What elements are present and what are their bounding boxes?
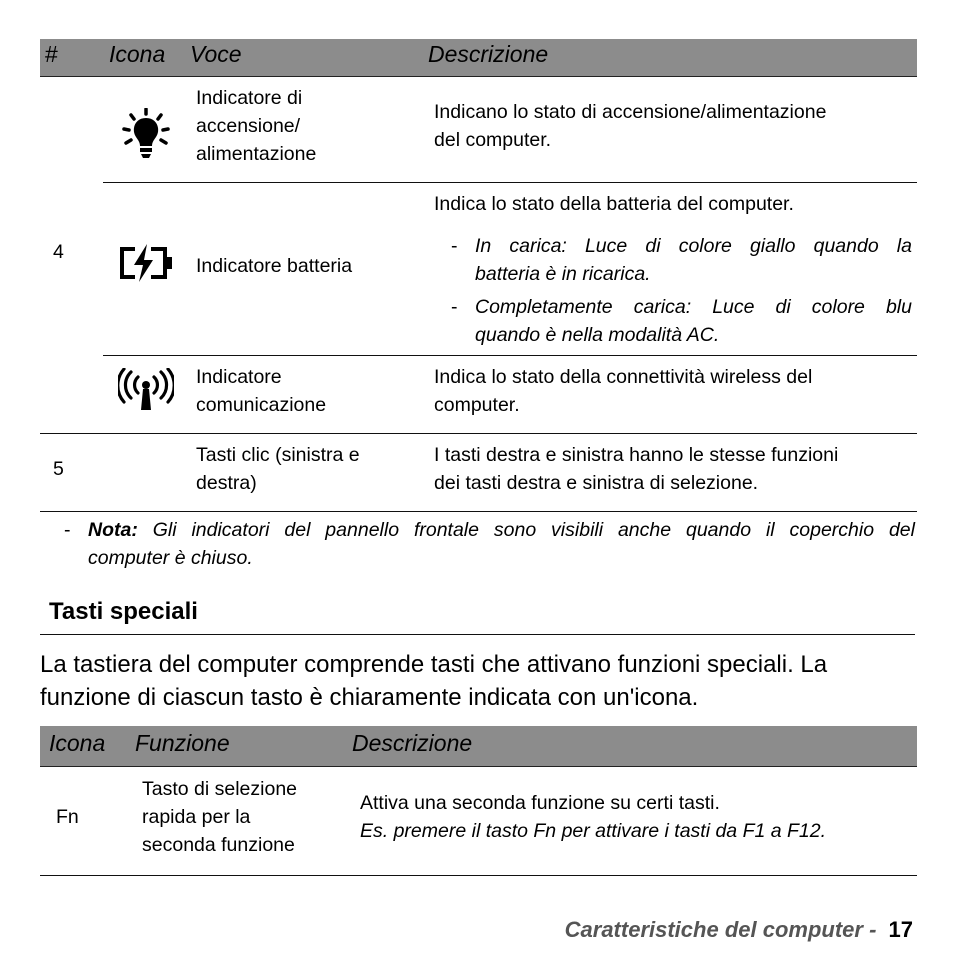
item-communication-indicator: Indicatore comunicazione bbox=[196, 366, 327, 416]
footer-page-number: 17 bbox=[888, 917, 913, 942]
desc-fn-key-text: Attiva una seconda funzione su certi tasti. bbox=[360, 792, 720, 814]
note-dash: - bbox=[64, 519, 71, 541]
table-1-header-desc: Descrizione bbox=[428, 41, 549, 67]
desc-battery-indicator: Indica lo stato della batteria del computer. bbox=[434, 193, 794, 215]
battery-charging-icon bbox=[117, 243, 175, 283]
desc-fn-key bbox=[360, 789, 826, 845]
section-rule bbox=[40, 634, 915, 635]
footer-chapter: Caratteristiche del computer - bbox=[564, 917, 877, 942]
row-number-4: 4 bbox=[53, 241, 64, 263]
section-title: Tasti speciali bbox=[49, 598, 198, 625]
page-footer bbox=[0, 915, 913, 945]
bullet-charging: In carica: Luce di colore giallo quando la batteria è in ricarica. bbox=[475, 235, 912, 285]
desc-click-buttons: I tasti destra e sinistra hanno le stesse funzioni dei tasti destra e sinistra di selezione. bbox=[434, 444, 839, 494]
table-1-header-num: # bbox=[45, 41, 58, 67]
table-1-header-icon: Icona bbox=[109, 41, 166, 67]
section-intro: La tastiera del computer comprende tasti che attivano funzioni speciali. La funzione di ciascun tasto è chiaramente indicata con un'icona. bbox=[40, 651, 828, 711]
power-indicator-icon bbox=[122, 108, 170, 160]
table-2-header-icon: Icona bbox=[49, 730, 106, 756]
row-divider bbox=[103, 355, 917, 356]
row-divider bbox=[103, 182, 917, 183]
table-2-header-desc: Descrizione bbox=[352, 730, 473, 756]
row-divider bbox=[40, 433, 917, 434]
table-2-bottom-rule bbox=[40, 875, 917, 876]
item-battery-indicator: Indicatore batteria bbox=[196, 255, 353, 277]
table-1-header-item: Voce bbox=[190, 41, 242, 67]
item-power-indicator: Indicatore di accensione/ alimentazione bbox=[196, 87, 317, 165]
note-line-1: Gli indicatori del pannello frontale sono visibili anche quando il coperchio del bbox=[137, 519, 915, 541]
fn-key-label: Fn bbox=[56, 806, 79, 828]
table-2-header-function: Funzione bbox=[135, 730, 230, 756]
desc-power-indicator: Indicano lo stato di accensione/alimentazione del computer. bbox=[434, 101, 827, 151]
table-1-bottom-rule bbox=[40, 511, 917, 512]
note-text bbox=[88, 516, 915, 572]
wireless-antenna-icon bbox=[118, 368, 174, 412]
bullet-fully-charged: Completamente carica: Luce di colore blu quando è nella modalità AC. bbox=[475, 296, 912, 346]
item-click-buttons: Tasti clic (sinistra e destra) bbox=[196, 444, 360, 494]
desc-communication-indicator: Indica lo stato della connettività wireless del computer. bbox=[434, 366, 813, 416]
bullet-dash: - bbox=[451, 235, 458, 257]
function-fn-key: Tasto di selezione rapida per la seconda funzione bbox=[142, 778, 298, 856]
desc-fn-key-example: Es. premere il tasto Fn per attivare i tasti da F1 a F12. bbox=[360, 820, 827, 842]
note-label: Nota: bbox=[88, 519, 138, 541]
note-line-2: computer è chiuso. bbox=[88, 547, 253, 569]
bullet-dash: - bbox=[451, 296, 458, 318]
row-number-5: 5 bbox=[53, 458, 64, 480]
